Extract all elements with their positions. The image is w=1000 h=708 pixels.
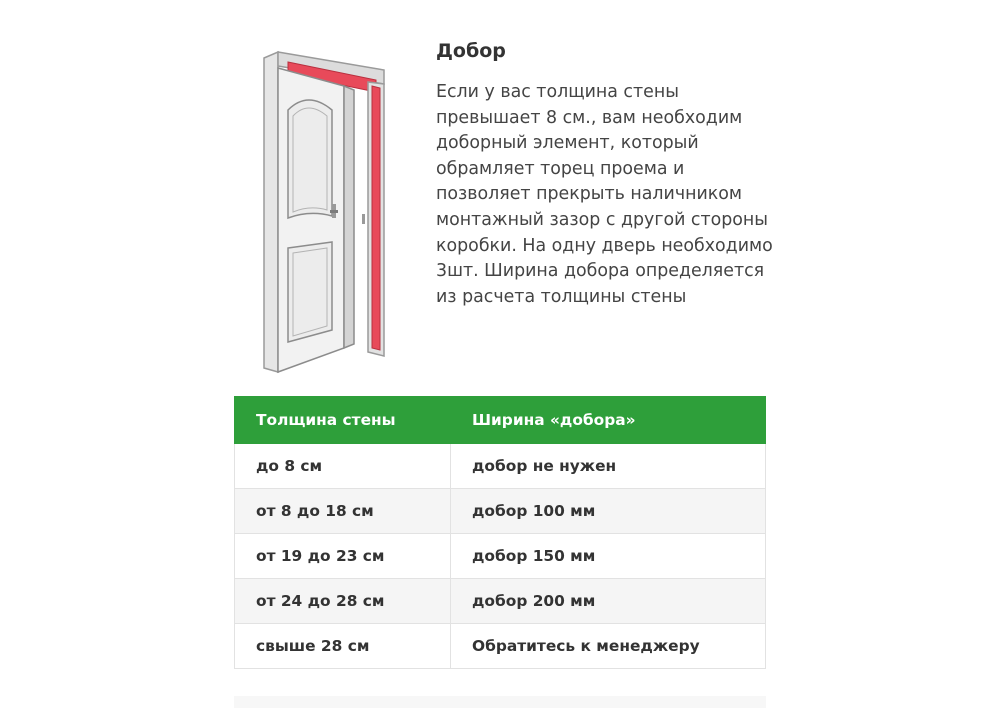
- table-row: [235, 534, 766, 579]
- section-title: Добор: [436, 40, 506, 62]
- table-cell-extension-width: добор не нужен: [451, 444, 766, 489]
- table-cell-extension-width: добор 150 мм: [451, 534, 766, 579]
- table-cell-wall-thickness: до 8 см: [235, 444, 451, 489]
- table-row: [235, 624, 766, 669]
- table: [234, 396, 766, 669]
- door-frame-with-extension-icon: [248, 46, 398, 376]
- table-row: [235, 489, 766, 534]
- table-cell-extension-width: Обратитесь к менеджеру: [451, 624, 766, 669]
- table-cell-wall-thickness: свыше 28 см: [235, 624, 451, 669]
- column-header-extension-width: Ширина «добора»: [451, 397, 766, 444]
- table-row: [235, 579, 766, 624]
- table-cell-wall-thickness: от 19 до 23 см: [235, 534, 451, 579]
- bottom-divider: [234, 696, 766, 708]
- description-text: Если у вас толщина стены превышает 8 см., вам необходим доборный элемент, который обрамляет торец проема и позволяет прекрыть наличником монтажный зазор с другой стороны коробки. На одну дверь необходимо 3шт. Ширина добора определяется из расчета толщины стены: [436, 82, 773, 307]
- table-cell-wall-thickness: от 8 до 18 см: [235, 489, 451, 534]
- table-row: [235, 444, 766, 489]
- extension-width-table: [234, 396, 766, 669]
- table-header-row: [235, 397, 766, 444]
- table-cell-extension-width: добор 200 мм: [451, 579, 766, 624]
- column-header-wall-thickness: Толщина стены: [235, 397, 451, 444]
- info-block: [436, 38, 776, 310]
- table-cell-wall-thickness: от 24 до 28 см: [235, 579, 451, 624]
- table-cell-extension-width: добор 100 мм: [451, 489, 766, 534]
